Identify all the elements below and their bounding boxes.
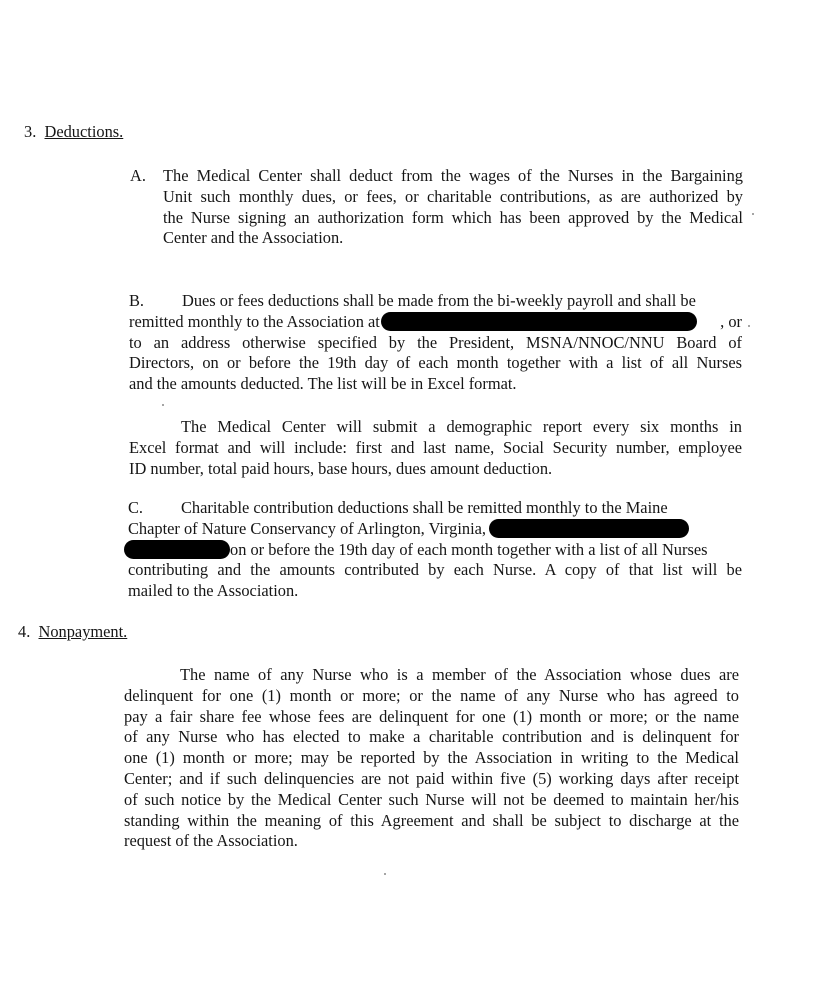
paragraph-b-address-lead: remitted monthly to the Association at [129,311,380,331]
nonpayment-paragraph [124,665,739,852]
paragraph-b-line: and the amounts deducted. The list will be in Excel format. [129,374,517,394]
paragraph-b-line-2 [129,312,742,333]
section-4-number: 4. [18,622,31,641]
nonpayment-line: of any Nurse who has elected to make a charitable contribution and is delinquent for [124,727,739,747]
paragraph-a-line: the Nurse signing an authorization form which has been approved by the Medical [163,207,743,227]
paragraph-a [163,166,743,249]
paragraph-c-label: C. [128,498,144,517]
paragraph-b-label: B. [129,291,145,310]
paragraph-c-line-3 [128,540,742,561]
section-3-title: Deductions. [44,122,124,141]
paragraph-c [128,498,742,602]
nonpayment-line: pay a fair share fee whose fees are delinquent for one (1) month or more; or the name [124,706,739,726]
section-3-heading [24,122,123,143]
paragraph-c-line: contributing and the amounts contributed by each Nurse. A copy of that list will be [128,560,742,580]
nonpayment-line: delinquent for one (1) month or more; or the name of any Nurse who has agreed to [124,685,739,705]
scan-speck [384,873,386,875]
redaction-address-1 [489,519,689,538]
paragraph-b-line-1 [129,291,742,312]
paragraph-c-line-1 [128,498,742,519]
paragraph-a-label: A. [130,166,146,185]
nonpayment-line: The name of any Nurse who is a member of the Association whose dues are [180,665,739,684]
paragraph-b-line: Directors, on or before the 19th day of each month together with a list of all Nurses [129,353,742,373]
scan-speck [748,325,750,327]
paragraph-a-line: Center and the Association. [163,228,344,248]
paragraph-a-line: The Medical Center shall deduct from the wages of the Nurses in the Bargaining [163,166,743,185]
demographic-line: ID number, total paid hours, base hours, dues amount deduction. [129,458,553,478]
redaction-address [381,312,697,331]
nonpayment-line: one (1) month or more; may be reported by the Association in writing to the Medical [124,748,739,768]
scan-speck [162,404,164,406]
paragraph-c-line: mailed to the Association. [128,581,299,601]
paragraph-b-line: to an address otherwise specified by the President, MSNA/NNOC/NNU Board of [129,332,742,352]
demographic-paragraph [129,417,742,479]
paragraph-c-text: Charitable contribution deductions shall be remitted monthly to the Maine [181,498,668,517]
section-4-heading [18,622,127,643]
nonpayment-line: Center; and if such delinquencies are not paid within five (5) working days after receipt [124,768,739,788]
redaction-address-2 [124,540,230,559]
section-4-title: Nonpayment. [38,622,128,641]
nonpayment-line: of such notice by the Medical Center such Nurse will not be deemed to maintain her/his [124,789,739,809]
nonpayment-line: standing within the meaning of this Agreement and shall be subject to discharge at the [124,810,739,830]
paragraph-a-line: Unit such monthly dues, or fees, or charitable contributions, as are authorized by [163,186,743,206]
demographic-line: The Medical Center will submit a demographic report every six months in [181,417,742,436]
demographic-line: Excel format and will include: first and last name, Social Security number, employee [129,437,742,457]
nonpayment-line: request of the Association. [124,831,298,851]
scan-speck [752,213,754,215]
section-3-number: 3. [24,122,37,141]
paragraph-b-address-tail: , or [720,311,742,331]
paragraph-b-text: Dues or fees deductions shall be made from the bi-weekly payroll and shall be [182,291,696,310]
paragraph-c-line-2 [128,519,742,540]
paragraph-c-text: Chapter of Nature Conservancy of Arlington, Virginia, [128,518,487,538]
paragraph-c-text: on or before the 19th day of each month together with a list of all Nurses [230,539,708,559]
paragraph-b [129,291,742,395]
